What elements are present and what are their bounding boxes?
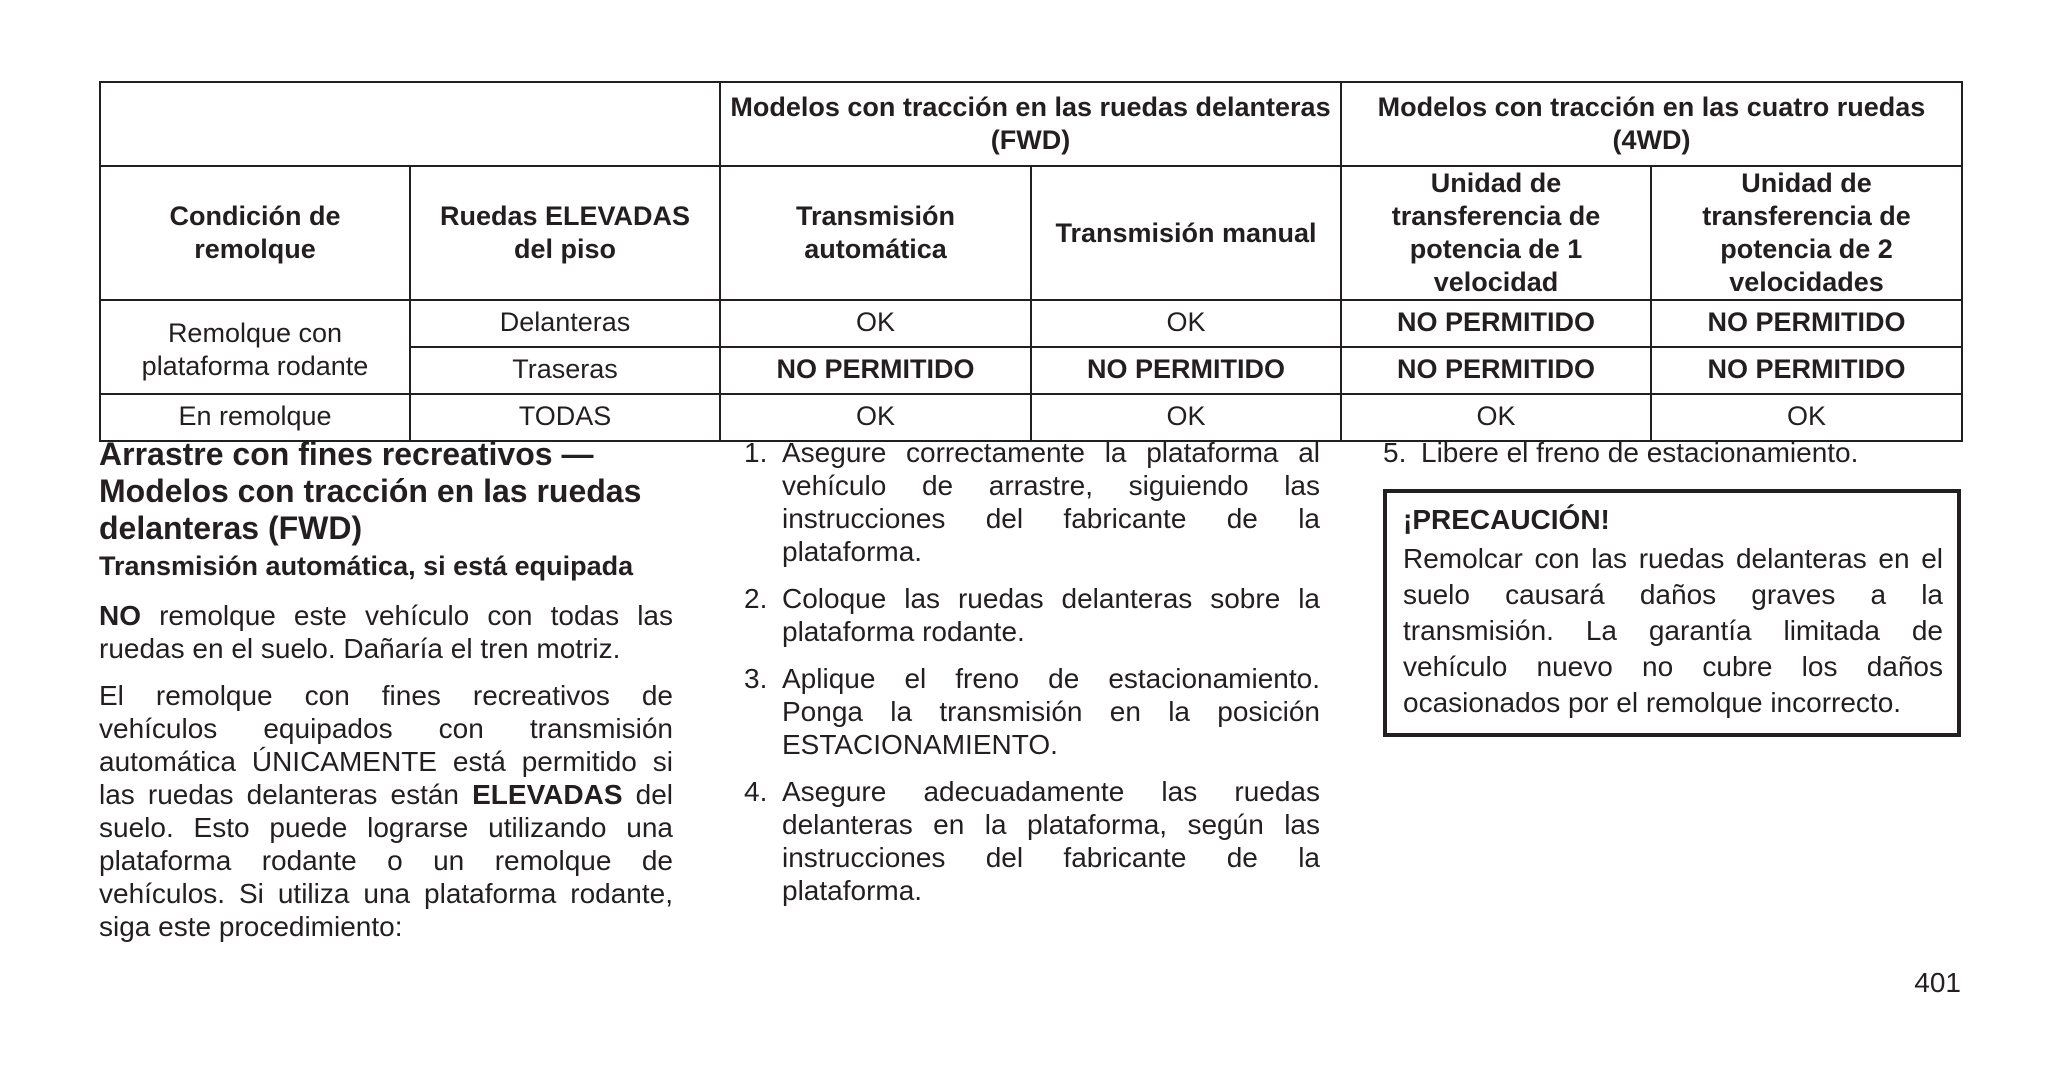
step-number: 2. [744, 583, 768, 614]
caution-text: Remolcar con las ruedas delanteras en el suelo causará daños graves a la transmisión. La garantía limitada de vehículo nuevo no cubre los daños ocasionados por el remolque incorrecto. [1403, 543, 1943, 718]
list-item [744, 662, 1320, 761]
step-number: 5. [1383, 437, 1407, 468]
cell-auto: NO PERMITIDO [720, 347, 1031, 394]
bold-term: ELEVADAS [472, 779, 623, 810]
step-text: Asegure adecuadamente las ruedas delanteras en la plataforma, según las instrucciones del fabricante de la plataforma. [782, 776, 1320, 906]
page-number: 401 [1914, 967, 1961, 998]
step-number: 1. [744, 437, 768, 468]
steps-list-continued [1383, 436, 1961, 469]
cell-wheels: Delanteras [410, 300, 720, 347]
cell-two-speed: NO PERMITIDO [1651, 300, 1962, 347]
col-header-auto-trans: Transmisión automática [720, 166, 1031, 300]
table-row [100, 300, 1962, 347]
cell-manual: OK [1031, 300, 1341, 347]
step-text: Aplique el freno de estacionamiento. Ponga la transmisión en la posición ESTACIONAMIENTO. [782, 663, 1320, 760]
list-item [744, 775, 1320, 907]
paragraph-text: remolque este vehículo con todas las ruedas en el suelo. Dañaría el tren motriz. [99, 600, 673, 664]
step-text: Coloque las ruedas delanteras sobre la plataforma rodante. [782, 583, 1320, 647]
cell-auto: OK [720, 300, 1031, 347]
table-empty-corner [100, 82, 720, 166]
cell-auto: OK [720, 394, 1031, 441]
step-number: 3. [744, 663, 768, 694]
bold-lead: NO [99, 600, 141, 631]
list-item [1383, 436, 1961, 469]
section-title: Arrastre con fines recreativos — Modelos con tracción en las ruedas delanteras (FWD) [99, 436, 642, 546]
paragraph-procedure-intro [99, 679, 673, 943]
table-group-header-row [100, 82, 1962, 166]
table-row [100, 394, 1962, 441]
cell-condition: En remolque [100, 394, 410, 441]
paragraph-text: del suelo. Esto puede lograrse utilizando una plataforma rodante o un remolque de vehículos. Si utiliza una plataforma rodante, siga este procedimiento: [99, 779, 673, 942]
cell-two-speed: OK [1651, 394, 1962, 441]
col-header-one-speed: Unidad de transferencia de potencia de 1 velocidad [1341, 166, 1651, 300]
cell-two-speed: NO PERMITIDO [1651, 347, 1962, 394]
list-item [744, 582, 1320, 648]
left-column [99, 436, 673, 943]
middle-column [744, 436, 1320, 921]
right-column [1383, 436, 1961, 737]
list-item [744, 436, 1320, 568]
cell-one-speed: NO PERMITIDO [1341, 300, 1651, 347]
group-header-fwd: Modelos con tracción en las ruedas delanteras (FWD) [720, 82, 1341, 166]
col-header-wheels: Ruedas ELEVADAS del piso [410, 166, 720, 300]
section-subtitle: Transmisión automática, si está equipada [99, 551, 634, 581]
step-number: 4. [744, 776, 768, 807]
paragraph-warning [99, 599, 673, 665]
step-text: Libere el freno de estacionamiento. [1421, 437, 1859, 468]
caution-title: ¡PRECAUCIÓN! [1403, 504, 1610, 535]
paragraph-text: El remolque con fines recreativos de vehículos equipados con transmisión automática ÚNICAMENTE está permitido si las ruedas delanteras están [99, 680, 673, 810]
cell-manual: NO PERMITIDO [1031, 347, 1341, 394]
table-column-header-row [100, 166, 1962, 300]
steps-list [744, 436, 1320, 907]
cell-condition: Remolque con plataforma rodante [100, 300, 410, 394]
cell-manual: OK [1031, 394, 1341, 441]
col-header-condition: Condición de remolque [100, 166, 410, 300]
cell-wheels: Traseras [410, 347, 720, 394]
group-header-4wd: Modelos con tracción en las cuatro ruedas (4WD) [1341, 82, 1962, 166]
cell-wheels: TODAS [410, 394, 720, 441]
col-header-manual-trans: Transmisión manual [1031, 166, 1341, 300]
cell-one-speed: OK [1341, 394, 1651, 441]
caution-box [1383, 489, 1961, 737]
col-header-two-speed: Unidad de transferencia de potencia de 2 velocidades [1651, 166, 1962, 300]
cell-one-speed: NO PERMITIDO [1341, 347, 1651, 394]
step-text: Asegure correctamente la plataforma al vehículo de arrastre, siguiendo las instrucciones del fabricante de la plataforma. [782, 437, 1320, 567]
towing-table [99, 81, 1963, 442]
